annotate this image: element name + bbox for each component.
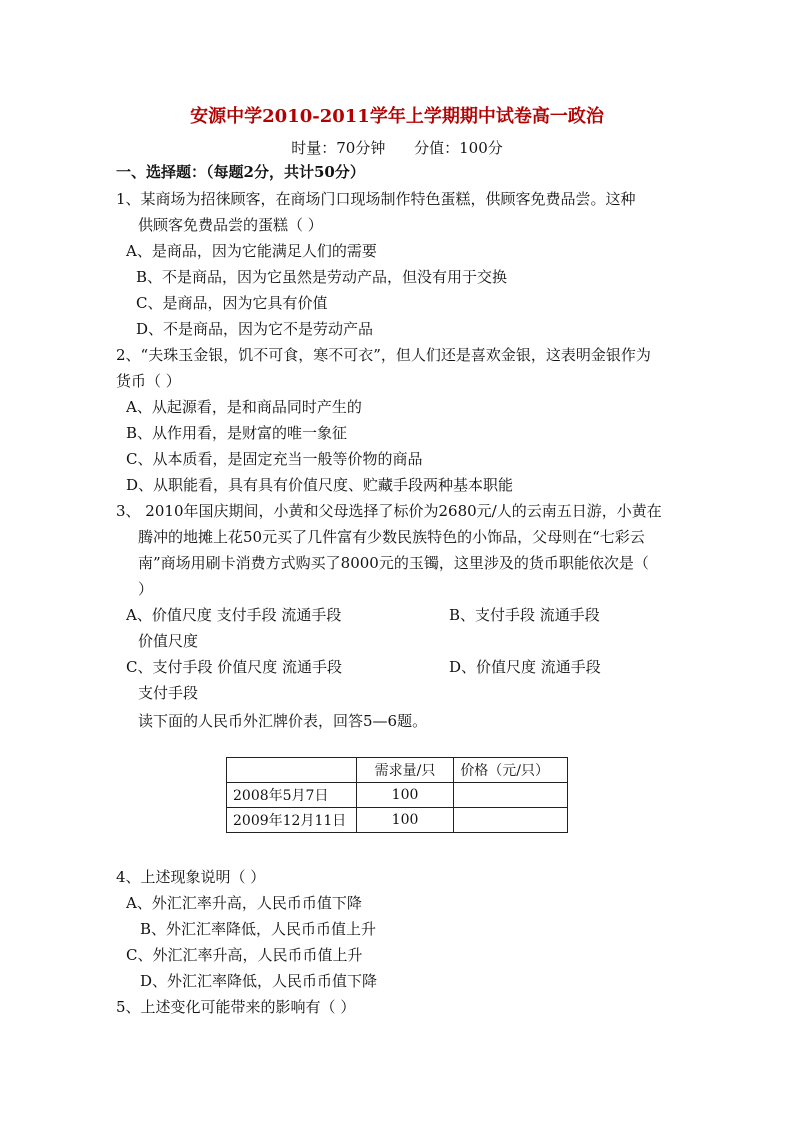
q3-stem-line3: 南”商场用刷卡消费方式购买了8000元的玉镯，这里涉及的货币职能依次是（ xyxy=(138,554,649,572)
table-cell: 2009年12月11日 xyxy=(227,808,357,833)
q3-stem-line1: 3、 2010年国庆期间，小黄和父母选择了标价为2680元/人的云南五日游，小黄在 xyxy=(116,502,662,520)
q1-option-a: A、是商品，因为它能满足人们的需要 xyxy=(126,242,377,260)
q4-stem: 4、上述现象说明（ ） xyxy=(116,868,266,886)
table-cell: 100 xyxy=(356,808,454,833)
q3-option-a: A、价值尺度 支付手段 流通手段 xyxy=(126,606,342,624)
table-cell: 100 xyxy=(356,783,454,808)
q4-option-a: A、外汇汇率升高，人民币币值下降 xyxy=(126,894,362,912)
exam-meta xyxy=(0,137,794,159)
q4-option-d: D、外汇汇率降低，人民币币值下降 xyxy=(140,972,378,990)
q3-option-d-cont: 支付手段 xyxy=(138,684,199,702)
page-title: 安源中学2010-2011学年上学期期中试卷高一政治 xyxy=(190,106,604,127)
q3-stem-line2: 腾冲的地摊上花50元买了几件富有少数民族特色的小饰品，父母则在“七彩云 xyxy=(138,528,645,546)
q5-stem: 5、上述变化可能带来的影响有（ ） xyxy=(116,998,356,1016)
q2-stem-line1: 2、“夫珠玉金银，饥不可食，寒不可衣”，但人们还是喜欢金银，这表明金银作为 xyxy=(116,346,651,364)
q1-stem-line2: 供顾客免费品尝的蛋糕（ ） xyxy=(138,216,323,234)
q1-stem-line1: 1、某商场为招徕顾客，在商场门口现场制作特色蛋糕，供顾客免费品尝。这种 xyxy=(116,190,636,208)
table-row xyxy=(227,808,568,833)
q1-option-c: C、是商品，因为它具有价值 xyxy=(136,294,328,312)
q1-option-d: D、不是商品，因为它不是劳动产品 xyxy=(136,320,374,338)
table-header-cell xyxy=(227,758,357,783)
table-header-cell: 价格（元/只） xyxy=(454,758,568,783)
exam-score: 分值：100分 xyxy=(414,139,503,157)
q4-option-c: C、外汇汇率升高，人民币币值上升 xyxy=(126,946,363,964)
table-cell xyxy=(454,808,568,833)
q1-option-b: B、不是商品，因为它虽然是劳动产品，但没有用于交换 xyxy=(136,268,508,286)
q4-option-b: B、外汇汇率降低，人民币币值上升 xyxy=(140,920,377,938)
table-cell xyxy=(454,783,568,808)
q2-option-c: C、从本质看，是固定充当一般等价物的商品 xyxy=(126,450,423,468)
table-row xyxy=(227,783,568,808)
exam-time: 时量：70分钟 xyxy=(291,139,386,157)
q3-option-d: D、价值尺度 流通手段 xyxy=(449,658,601,676)
table-header-cell: 需求量/只 xyxy=(356,758,454,783)
q3-option-c: C、支付手段 价值尺度 流通手段 xyxy=(126,658,343,676)
table-intro: 读下面的人民币外汇牌价表，回答5—6题。 xyxy=(138,712,428,730)
q3-option-b: B、支付手段 流通手段 xyxy=(449,606,600,624)
q3-stem-line4: ） xyxy=(138,580,154,598)
exchange-rate-table xyxy=(226,757,568,833)
q2-option-a: A、从起源看，是和商品同时产生的 xyxy=(126,398,362,416)
section-heading: 一、选择题：（每题2分，共计50分） xyxy=(116,163,365,181)
q2-stem-line2: 货币（ ） xyxy=(116,372,181,390)
q3-option-b-cont: 价值尺度 xyxy=(138,632,199,650)
table-header-row xyxy=(227,758,568,783)
q2-option-b: B、从作用看，是财富的唯一象征 xyxy=(126,424,348,442)
table-cell: 2008年5月7日 xyxy=(227,783,357,808)
q2-option-d: D、从职能看，具有具有价值尺度、贮藏手段两种基本职能 xyxy=(126,476,514,494)
